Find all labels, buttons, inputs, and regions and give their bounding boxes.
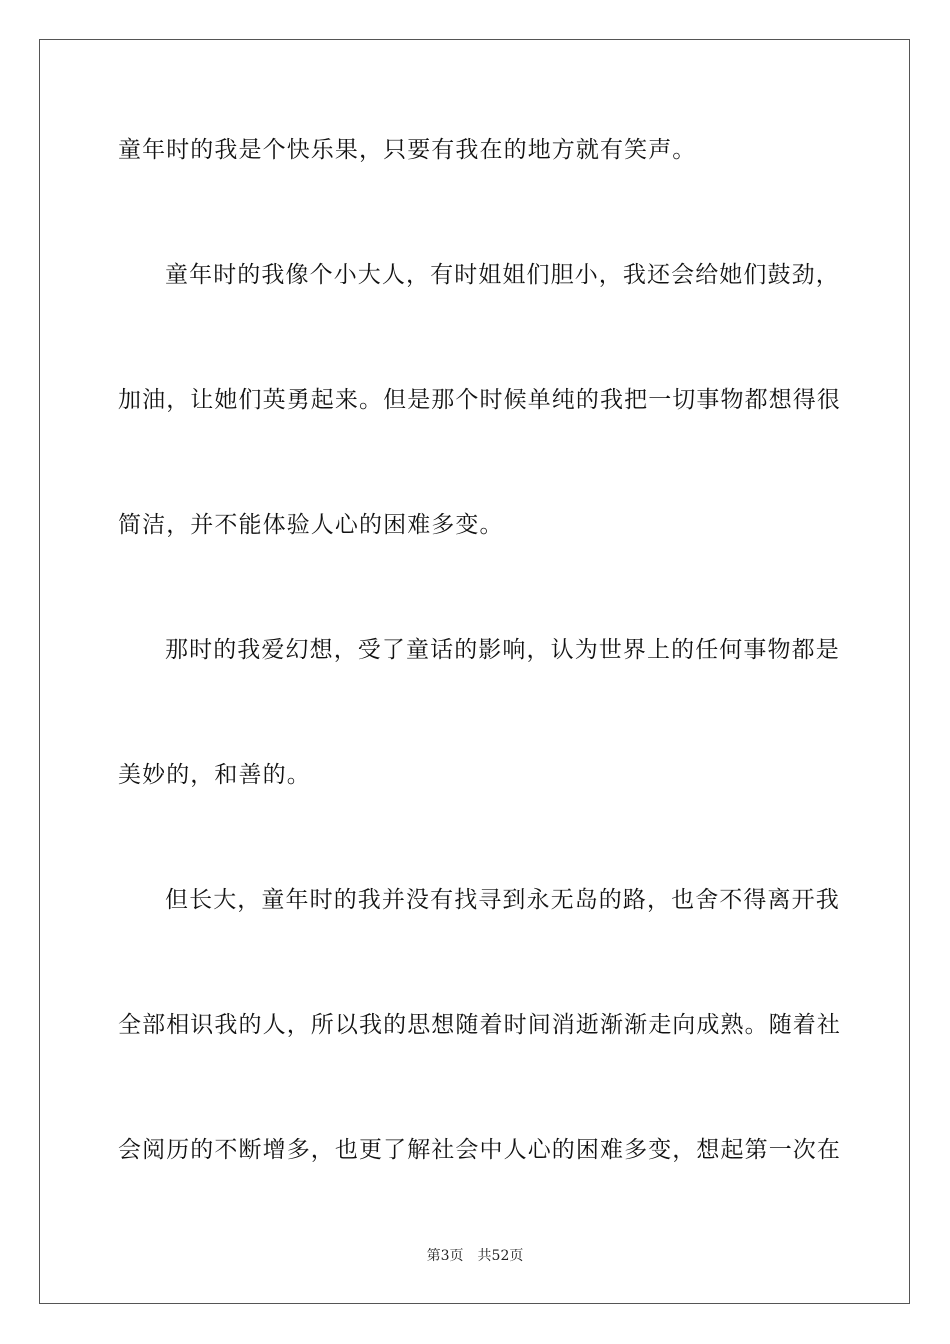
body-line-6: 美妙的，和善的。 [118, 762, 311, 788]
page-frame [39, 39, 910, 1304]
total-pages: 共52页 [477, 1248, 524, 1264]
body-line-5: 那时的我爱幻想，受了童话的影响，认为世界上的任何事物都是 [165, 637, 840, 663]
body-line-9: 会阅历的不断增多，也更了解社会中人心的困难多变，想起第一次在 [118, 1137, 841, 1163]
body-line-1: 童年时的我是个快乐果，只要有我在的地方就有笑声。 [118, 137, 697, 163]
page-footer [0, 1247, 950, 1265]
body-line-4: 简洁，并不能体验人心的困难多变。 [118, 512, 504, 538]
body-line-3: 加油，让她们英勇起来。但是那个时候单纯的我把一切事物都想得很 [118, 387, 841, 413]
page-number: 第3页 [426, 1248, 464, 1264]
body-line-2: 童年时的我像个小大人，有时姐姐们胆小，我还会给她们鼓劲， [165, 262, 840, 288]
body-line-7: 但长大，童年时的我并没有找寻到永无岛的路，也舍不得离开我 [165, 887, 840, 913]
body-line-8: 全部相识我的人，所以我的思想随着时间消逝渐渐走向成熟。随着社 [118, 1012, 841, 1038]
